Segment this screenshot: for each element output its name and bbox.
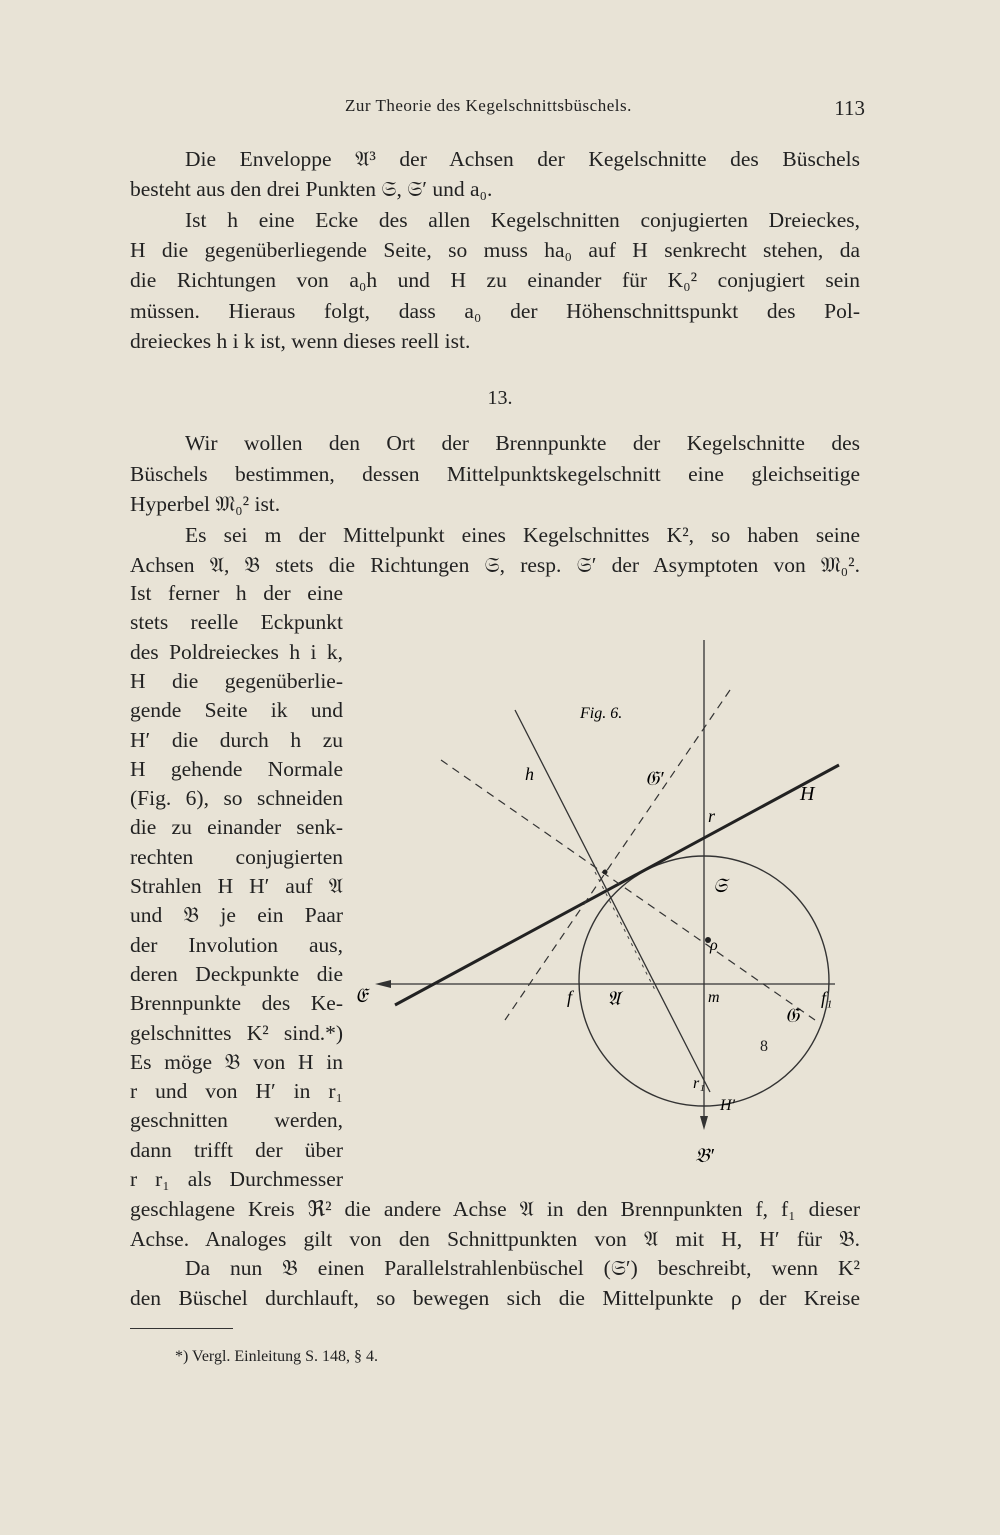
text-line: geschnitten werden,	[130, 1108, 343, 1133]
text-line: (Fig. 6), so schneiden	[130, 786, 343, 811]
text-line: H gehende Normale	[130, 756, 343, 781]
text-line: dann trifft der über	[130, 1137, 343, 1162]
text-line: geschlagene Kreis ℜ² die andere Achse 𝔄 in den Brennpunkten f, f₁ dieser	[130, 1197, 860, 1221]
axis-b-arrowhead	[700, 1116, 708, 1130]
label-c: 𝔈	[355, 985, 368, 1007]
label-g-prime: 𝔊′	[645, 768, 664, 790]
line-g	[441, 760, 815, 1020]
figure-6-diagram	[355, 610, 855, 1185]
label-r: r	[708, 806, 716, 826]
text-line: H die gegenüberliegende Seite, so muss ha₀ auf H senkrecht stehen, da	[130, 237, 860, 262]
text-line: den Büschel durchlauft, so bewegen sich die Mittelpunkte ρ der Kreise	[130, 1285, 860, 1310]
text-line: Wir wollen den Ort der Brennpunkte der Kegelschnitte des	[185, 431, 860, 455]
footnote-rule	[130, 1328, 233, 1329]
text-line: rechten conjugierten	[130, 844, 343, 869]
text-line: des Poldreieckes h i k,	[130, 639, 343, 664]
line-h-prime	[515, 710, 710, 1092]
text-line: Ist ferner h der eine	[130, 581, 343, 605]
axis-a-arrowhead	[375, 980, 391, 988]
point-h	[603, 870, 608, 875]
line-g-prime	[505, 690, 730, 1020]
page-number: 113	[834, 96, 865, 120]
text-line: die zu einander senk-	[130, 815, 343, 840]
text-line: Büschels bestimmen, dessen Mittelpunktskegelschnitt eine gleichseitige	[130, 461, 860, 486]
text-line: besteht aus den drei Punkten 𝔖, 𝔖′ und a₀.	[130, 177, 493, 202]
label-rho: ρ	[710, 937, 718, 954]
text-line: r und von H′ in r₁	[130, 1079, 343, 1104]
text-line: Da nun 𝔅 einen Parallelstrahlenbüschel (𝔖′) beschreibt, wenn K²	[185, 1256, 860, 1280]
text-line: Achsen 𝔄, 𝔅 stets die Richtungen 𝔖, resp. 𝔖′ der Asymptoten von 𝔐₀².	[130, 553, 860, 577]
label-m: m	[708, 989, 720, 1006]
text-line: Brennpunkte des Ke-	[130, 991, 343, 1016]
text-line: H′ die durch h zu	[130, 727, 343, 752]
page-header	[130, 96, 865, 126]
text-line: Strahlen H H′ auf 𝔄	[130, 874, 343, 898]
text-line: Die Enveloppe 𝔄³ der Achsen der Kegelschnitte des Büschels	[185, 147, 860, 171]
text-line: Hyperbel 𝔐₀² ist.	[130, 492, 281, 516]
text-line: r r₁ als Durchmesser	[130, 1167, 343, 1191]
figure-6	[355, 610, 855, 1185]
text-line: gende Seite ik und	[130, 698, 343, 723]
figure-caption: Fig. 6.	[580, 705, 623, 722]
text-line: müssen. Hieraus folgt, dass a₀ der Höhenschnittspunkt des Pol-	[130, 298, 860, 323]
text-line: Es sei m der Mittelpunkt eines Kegelschnittes K², so haben seine	[185, 522, 860, 547]
label-h-line: H	[800, 783, 815, 805]
label-f1: f₁	[821, 988, 833, 1008]
label-r1: r₁	[693, 1075, 705, 1092]
footnote: *) Vergl. Einleitung S. 148, § 4.	[175, 1348, 378, 1365]
text-line: Es möge 𝔅 von H in	[130, 1049, 343, 1074]
text-line: der Involution aus,	[130, 932, 343, 957]
text-line: deren Deckpunkte die	[130, 961, 343, 986]
line-rho	[595, 872, 655, 990]
text-line: die Richtungen von a₀h und H zu einander für K₀² conjugiert sein	[130, 268, 860, 293]
text-line: Ist h eine Ecke des allen Kegelschnitten conjugierten Dreieckes,	[185, 207, 860, 232]
label-f: f	[567, 987, 573, 1007]
label-a: 𝔄	[607, 988, 621, 1010]
text-line: H die gegenüberlie-	[130, 668, 343, 693]
label-h-prime: H′	[720, 1097, 736, 1114]
section-number: 13.	[487, 387, 513, 409]
label-s: 𝔖	[713, 875, 728, 897]
label-g: 𝔊	[785, 1005, 800, 1027]
label-b-prime: 𝔅′	[695, 1145, 714, 1167]
running-title: Zur Theorie des Kegelschnittsbüschels.	[345, 96, 632, 115]
text-line: gelschnittes K² sind.*)	[130, 1020, 343, 1045]
text-line: stets reelle Eckpunkt	[130, 610, 343, 635]
text-line: dreieckes h i k ist, wenn dieses reell ist.	[130, 328, 471, 353]
text-line: und 𝔅 je ein Paar	[130, 903, 343, 928]
text-line: Achse. Analoges gilt von den Schnittpunkten von 𝔄 mit H, H′ für 𝔅.	[130, 1226, 860, 1251]
label-h: h	[525, 764, 534, 784]
line-h	[395, 765, 839, 1005]
signature-mark: 8	[760, 1038, 768, 1055]
